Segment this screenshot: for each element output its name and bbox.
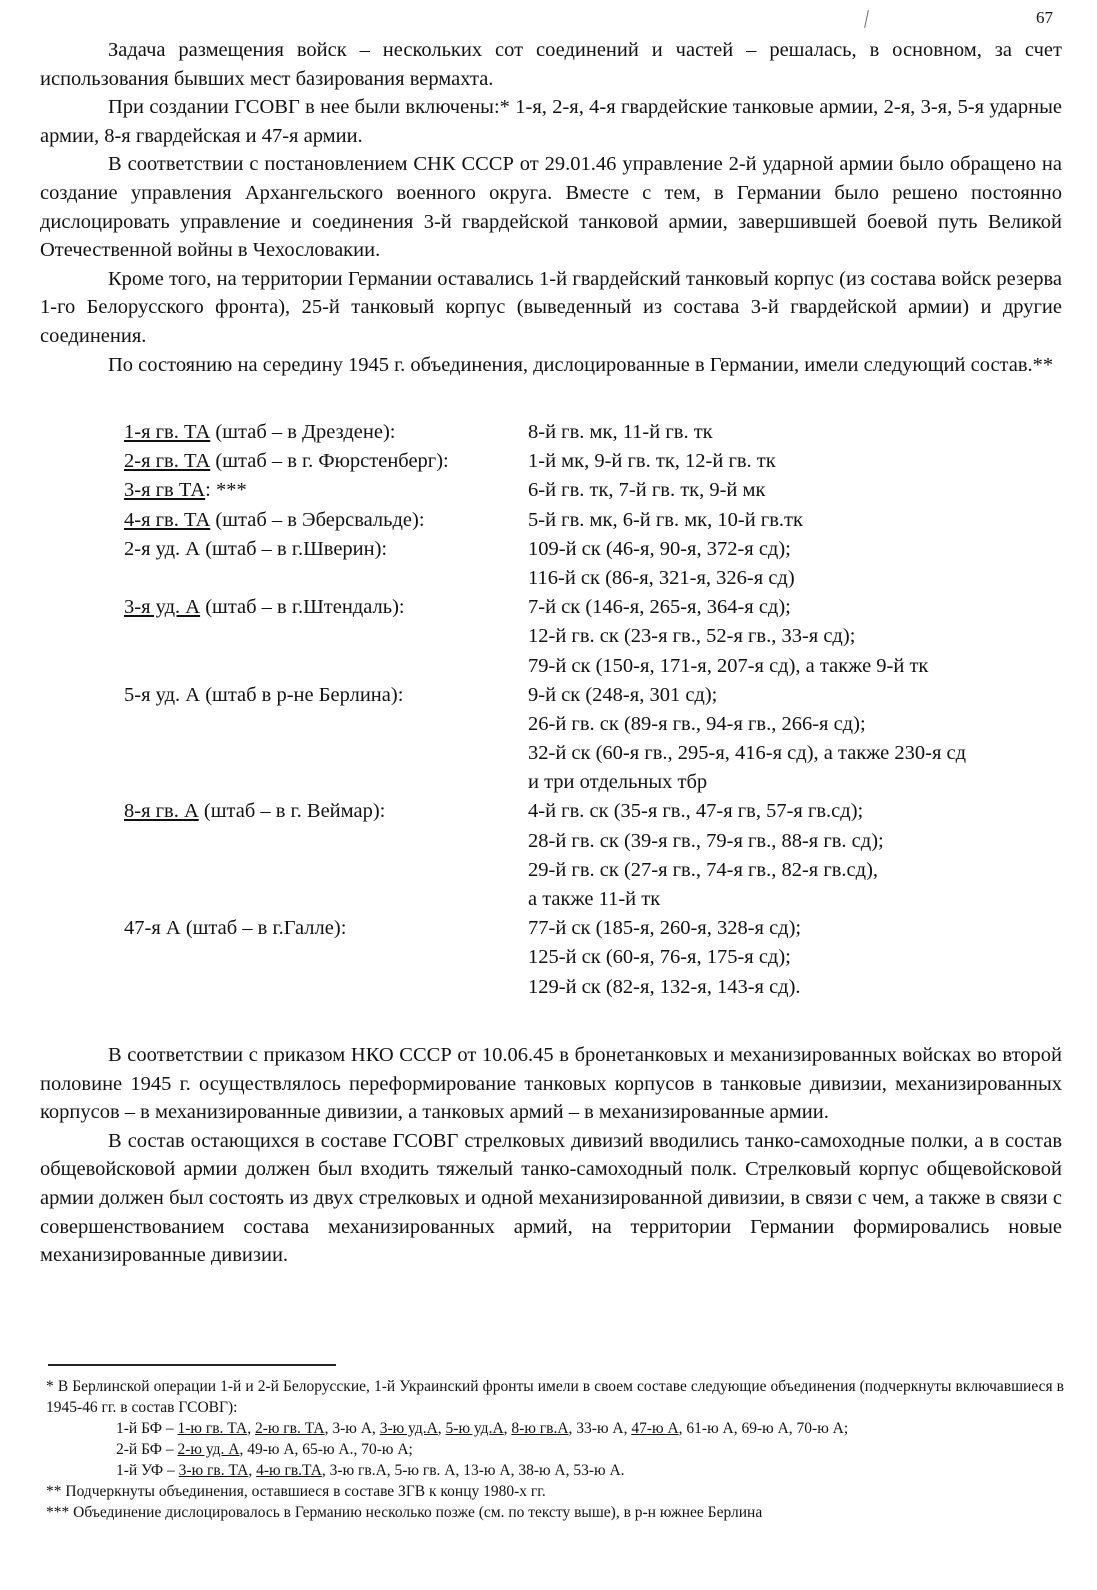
order-row <box>124 564 966 593</box>
army-name: 2-я гв. ТА <box>124 450 211 473</box>
army-cell <box>124 973 528 1002</box>
footnote-3: *** Объединение дислоцировалось в Германию несколько позже (см. по тексту выше), в р-н южнее Берлина <box>46 1504 763 1521</box>
footnote-2: ** Подчеркнуты объединения, оставшиеся в составе ЗГВ к концу 1980-х гг. <box>46 1483 546 1500</box>
front-text: , 3-ю гв.А, 5-ю гв. А, 13-ю А, 38-ю А, 53-ю А. <box>321 1462 625 1479</box>
army-name: 2-я уд. А <box>124 537 201 560</box>
army-name: 3-я гв ТА <box>124 479 206 502</box>
front-name: 1-й УФ – <box>116 1462 179 1479</box>
army-cell <box>124 856 528 885</box>
body-text-bottom <box>40 1041 1062 1270</box>
underlined-army: 3-ю уд.А <box>379 1420 438 1437</box>
footnote-1: * В Берлинской операции 1-й и 2-й Белорусские, 1-й Украинский фронты имели в своем составе следующие объединения (подчеркнуты включавшиеся в 1945-46 гг. в состав ГСОВГ): <box>46 1378 1064 1416</box>
formation-cell: 6-й гв. тк, 7-й гв. тк, 9-й мк <box>528 479 766 502</box>
paragraph: В соответствии с постановлением СНК СССР от 29.01.46 управление 2-й ударной армии было обращено на создание управления Архангельского военного округа. Вместе с тем, в Германии было решено постоянно дислоцировать управление и соединения 3-й гвардейской танковой армии, завершившей боевой путь Великой Отечественной войны в Чехословакии. <box>40 153 1062 262</box>
army-cell <box>124 535 528 564</box>
order-row <box>124 827 966 856</box>
formation-cell: 1-й мк, 9-й гв. тк, 12-й гв. тк <box>528 450 776 473</box>
formation-cell: 109-й ск (46-я, 90-я, 372-я сд); <box>528 537 791 560</box>
formation-cell: 125-й ск (60-я, 76-я, 175-я сд); <box>528 946 791 969</box>
front-text: , <box>247 1420 255 1437</box>
underlined-army: 4-ю гв.ТА <box>256 1462 322 1479</box>
formation-cell: 116-й ск (86-я, 321-я, 326-я сд) <box>528 566 795 589</box>
footnote-front-line <box>46 1439 1064 1460</box>
order-row <box>124 681 966 710</box>
order-row <box>124 535 966 564</box>
order-row <box>124 652 966 681</box>
army-cell <box>124 447 528 476</box>
order-row <box>124 622 966 651</box>
army-cell <box>124 710 528 739</box>
formation-cell: 77-й ск (185-я, 260-я, 328-я сд); <box>528 917 802 940</box>
formation-cell: 8-й гв. мк, 11-й гв. тк <box>528 421 713 443</box>
army-hq: (штаб в р-не Берлина): <box>200 683 404 706</box>
scan-artifact <box>864 10 869 28</box>
army-cell <box>124 476 528 505</box>
army-name: 5-я уд. А <box>124 683 201 706</box>
army-cell <box>124 827 528 856</box>
army-cell <box>124 418 528 447</box>
paragraph: В соответствии с приказом НКО СССР от 10.06.45 в бронетанковых и механизированных войсках во второй половине 1945 г. осуществлялось переформирование танковых корпусов в танковые дивизии, механизированных корпусов – в механизированные дивизии, а танковых армий – в механизированные армии. <box>40 1044 1062 1124</box>
formation-cell: 79-й ск (150-я, 171-я, 207-я сд), а также 9-й тк <box>528 654 929 677</box>
army-hq: (штаб – в Эберсвальде): <box>210 508 425 531</box>
front-name: 1-й БФ – <box>116 1420 178 1437</box>
underlined-army: 1-ю гв. ТА <box>177 1420 248 1437</box>
army-cell <box>124 564 528 593</box>
order-row <box>124 418 966 447</box>
army-cell <box>124 768 528 797</box>
front-text: , 33-ю А, <box>568 1420 632 1437</box>
order-row <box>124 943 966 972</box>
footnote-front-line <box>46 1418 1064 1439</box>
army-cell <box>124 739 528 768</box>
formation-cell: 129-й ск (82-я, 132-я, 143-я сд). <box>528 975 801 998</box>
underlined-army: 5-ю уд.А <box>445 1420 504 1437</box>
order-row <box>124 885 966 914</box>
army-name: 4-я гв. ТА <box>124 508 211 531</box>
army-hq: : *** <box>205 479 247 502</box>
army-cell <box>124 622 528 651</box>
paragraph: Задача размещения войск – нескольких сот соединений и частей – решалась, в основном, за счет использования бывших мест базирования вермахта. <box>40 39 1062 90</box>
order-of-battle-table <box>124 418 966 1002</box>
army-name: 8-я гв. А <box>124 800 199 823</box>
formation-cell: 26-й гв. ск (89-я гв., 94-я гв., 266-я сд); <box>528 712 866 735</box>
army-cell <box>124 797 528 826</box>
underlined-army: 8-ю гв.А <box>511 1420 569 1437</box>
front-text: , <box>503 1420 512 1437</box>
order-row <box>124 797 966 826</box>
formation-cell: 5-й гв. мк, 6-й гв. мк, 10-й гв.тк <box>528 508 803 531</box>
army-hq: (штаб – в г.Штендаль): <box>200 596 405 619</box>
front-name: 2-й БФ – <box>116 1441 178 1458</box>
body-text-top <box>40 36 1062 379</box>
army-cell <box>124 506 528 535</box>
formation-cell: а также 11-й тк <box>528 888 661 910</box>
page-number: 67 <box>1036 8 1053 27</box>
formation-cell: 29-й гв. ск (27-я гв., 74-я гв., 82-я гв.сд), <box>528 858 879 881</box>
army-cell <box>124 914 528 943</box>
order-row <box>124 506 966 535</box>
paragraph: По состоянию на середину 1945 г. объединения, дислоцированные в Германии, имели следующий состав.** <box>108 353 1054 376</box>
army-cell <box>124 885 528 914</box>
army-hq: (штаб – в Дрездене): <box>210 421 396 443</box>
army-name: 47-я А <box>124 917 181 940</box>
order-row <box>124 710 966 739</box>
formation-cell: 4-й гв. ск (35-я гв., 47-я гв, 57-я гв.сд); <box>528 800 864 823</box>
order-row <box>124 973 966 1002</box>
order-row <box>124 447 966 476</box>
army-cell <box>124 652 528 681</box>
order-row <box>124 856 966 885</box>
army-hq: (штаб – в г.Шверин): <box>200 537 388 560</box>
paragraph: В состав остающихся в составе ГСОВГ стрелковых дивизий вводились танко-самоходные полки, а в состав общевойсковой армии должен был входить тяжелый танко-самоходный полк. Стрелковый корпус общевойсковой армии должен был состоять из двух стрелковых и одной механизированной дивизии, в связи с чем, а также в связи с совершенствованием состава механизированных армий, на территории Германии формировались новые механизированные дивизии. <box>40 1129 1062 1267</box>
formation-cell: 7-й ск (146-я, 265-я, 364-я сд); <box>528 596 791 619</box>
front-text: , 49-ю А, 65-ю А., 70-ю А; <box>239 1441 413 1458</box>
army-hq: (штаб – в г. Фюрстенберг): <box>210 450 449 473</box>
army-cell <box>124 943 528 972</box>
underlined-army: 3-ю гв. ТА <box>178 1462 249 1479</box>
footnotes <box>46 1376 1064 1523</box>
underlined-army: 47-ю А <box>631 1420 679 1437</box>
front-text: , 3-ю А, <box>324 1420 380 1437</box>
army-name: 1-я гв. ТА <box>124 421 211 443</box>
footnote-divider <box>48 1364 336 1366</box>
front-text: , <box>437 1420 446 1437</box>
paragraph: При создании ГСОВГ в нее были включены:* 1-я, 2-я, 4-я гвардейские танковые армии, 2-я, 3-я, 5-я ударные армии, 8-я гвардейская и 47-я армии. <box>40 96 1062 147</box>
order-row <box>124 476 966 505</box>
army-hq: (штаб – в г.Галле): <box>180 917 347 940</box>
order-row <box>124 739 966 768</box>
order-row <box>124 914 966 943</box>
army-cell <box>124 681 528 710</box>
order-row <box>124 768 966 797</box>
front-text: , 61-ю А, 69-ю А, 70-ю А; <box>678 1420 849 1437</box>
formation-cell: 9-й ск (248-я, 301 сд); <box>528 683 718 706</box>
underlined-army: 2-ю гв. ТА <box>254 1420 325 1437</box>
formation-cell: 12-й гв. ск (23-я гв., 52-я гв., 33-я сд); <box>528 625 856 648</box>
army-name: 3-я уд. А <box>124 596 201 619</box>
front-text: , <box>248 1462 257 1479</box>
army-hq: (штаб – в г. Веймар): <box>198 800 386 823</box>
formation-cell: 32-й ск (60-я гв., 295-я, 416-я сд), а также 230-я сд <box>528 742 967 765</box>
formation-cell: и три отдельных тбр <box>528 771 708 794</box>
order-row <box>124 593 966 622</box>
footnote-front-line <box>46 1460 1064 1481</box>
formation-cell: 28-й гв. ск (39-я гв., 79-я гв., 88-я гв. сд); <box>528 829 884 852</box>
army-cell <box>124 593 528 622</box>
underlined-army: 2-ю уд. А <box>177 1441 240 1458</box>
paragraph: Кроме того, на территории Германии оставались 1-й гвардейский танковый корпус (из состава войск резерва 1-го Белорусского фронта), 25-й танковый корпус (выведенный из состава 3-й гвардейской армии) и другие соединения. <box>40 267 1062 347</box>
footnote-fronts <box>46 1418 1064 1481</box>
